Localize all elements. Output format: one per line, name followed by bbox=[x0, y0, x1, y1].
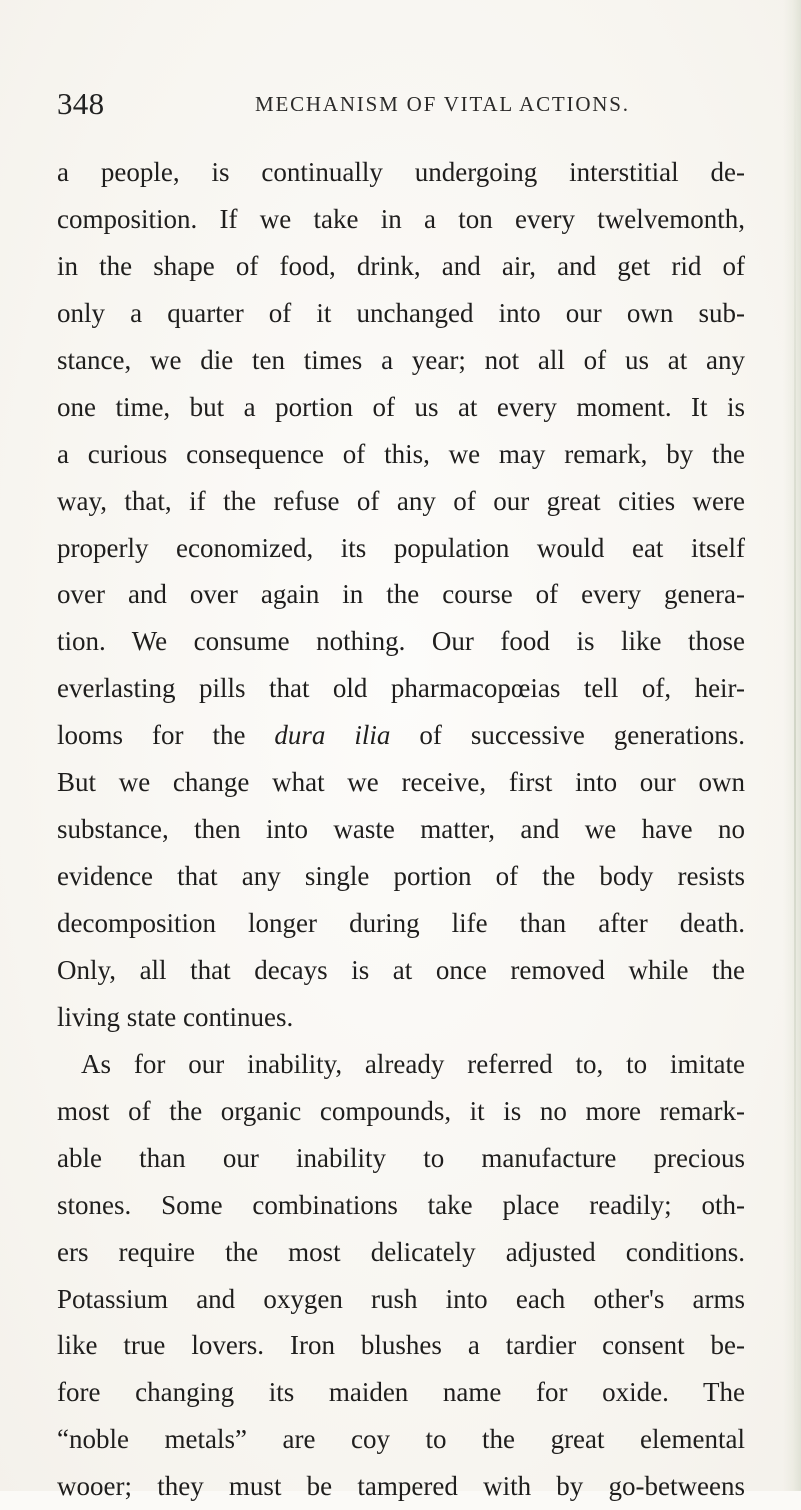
running-head: MECHANISM OF VITAL ACTIONS. bbox=[255, 92, 630, 116]
text-line: substance, then into waste matter, and we have no bbox=[57, 814, 745, 845]
text-line: everlasting pills that old pharmacopœias tell of, heir- bbox=[57, 673, 745, 704]
text-line: over and over again in the course of every genera- bbox=[57, 579, 745, 610]
text-line: like true lovers. Iron blushes a tardier consent be- bbox=[57, 1330, 745, 1361]
paragraph-start-line: As for our inability, already referred to, to imitate bbox=[81, 1048, 745, 1079]
text-line: stance, we die ten times a year; not all of us at any bbox=[57, 344, 745, 375]
text-line: wooer; they must be tampered with by go-betweens bbox=[57, 1471, 745, 1502]
text-line: most of the organic compounds, it is no more remark- bbox=[57, 1095, 745, 1126]
text-line: decomposition longer during life than after death. bbox=[57, 908, 745, 938]
text-line: composition. If we take in a ton every twelvemonth, bbox=[57, 203, 745, 234]
text-line: living state continues. bbox=[57, 1001, 294, 1032]
text-line: “noble metals” are coy to the great elemental bbox=[57, 1424, 745, 1455]
text-line: way, that, if the refuse of any of our great cities were bbox=[57, 485, 745, 516]
page-number: 348 bbox=[57, 86, 105, 121]
text-line: tion. We consume nothing. Our food is like those bbox=[57, 626, 745, 657]
text-line: Potassium and oxygen rush into each other's arms bbox=[57, 1283, 745, 1314]
italic-phrase: dura ilia bbox=[274, 720, 391, 751]
text-line: able than our inability to manufacture precious bbox=[57, 1142, 745, 1173]
text-line: But we change what we receive, first into our own bbox=[57, 767, 745, 798]
text-line: stones. Some combinations take place readily; oth- bbox=[57, 1189, 745, 1220]
text-line: in the shape of food, drink, and air, and get rid of bbox=[57, 250, 745, 281]
text-line: fore changing its maiden name for oxide. The bbox=[57, 1377, 745, 1408]
text-line: evidence that any single portion of the body resists bbox=[57, 861, 745, 892]
text-line: properly economized, its population would eat itself bbox=[57, 532, 745, 563]
page-edge bbox=[783, 0, 801, 1491]
text-segment: of successive generations. bbox=[390, 720, 746, 751]
text-line: ers require the most delicately adjusted conditions. bbox=[57, 1236, 745, 1267]
text-line: Only, all that decays is at once removed while the bbox=[57, 954, 745, 985]
text-line-with-italic bbox=[57, 712, 745, 759]
body-text bbox=[57, 149, 745, 1510]
text-line: a curious consequence of this, we may remark, by the bbox=[57, 438, 745, 469]
text-segment: looms for the bbox=[57, 720, 275, 751]
page-edge-shadow bbox=[794, 54, 796, 1439]
text-line: one time, but a portion of us at every moment. It is bbox=[57, 391, 745, 422]
text-line: only a quarter of it unchanged into our own sub- bbox=[57, 297, 745, 328]
text-line: a people, is continually undergoing interstitial de- bbox=[57, 157, 745, 187]
page-header bbox=[47, 84, 747, 124]
